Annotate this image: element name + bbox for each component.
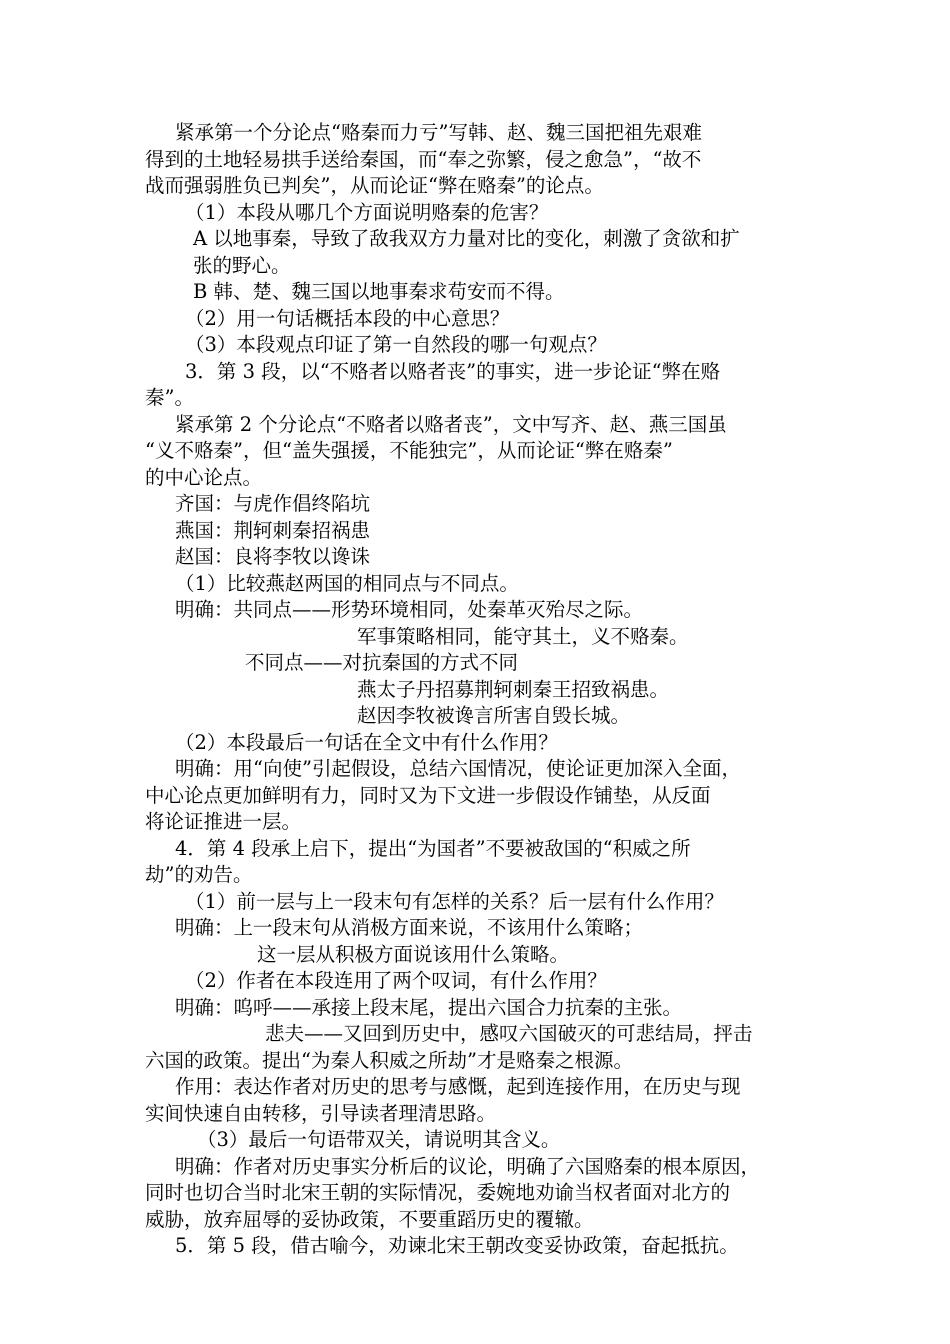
question-line: （2）用一句话概括本段的中心意思？: [185, 306, 510, 330]
answer-line: 威胁，放弃屈辱的妥协政策，不要重蹈历史的覆辙。: [145, 1207, 594, 1231]
answer-line: B 韩、楚、魏三国以地事秦求苟安而不得。: [193, 280, 565, 303]
answer-line: 明确：呜呼——承接上段末尾，提出六国合力抗秦的主张。: [175, 995, 683, 1019]
answer-line: 军事策略相同，能守其土，义不赂秦。: [357, 624, 689, 648]
question-line: （2）本段最后一句话在全文中有什么作用？: [175, 730, 558, 754]
question-line: （2）作者在本段连用了两个叹词，有什么作用？: [185, 969, 607, 992]
section-heading: 5．第 5 段，借古喻今，劝谏北宋王朝改变妥协政策，奋起抵抗。: [175, 1234, 739, 1257]
answer-line: 张的野心。: [193, 253, 291, 277]
question-line: （3）最后一句语带双关，请说明其含义。: [197, 1128, 561, 1151]
paragraph-line: 紧承第 2 个分论点“不赂者以赂者丧”，文中写齐、赵、燕三国虽: [175, 412, 727, 436]
document-body: [145, 120, 815, 1260]
answer-line: 明确：上一段末句从消极方面来说，不该用什么策略；: [175, 916, 644, 939]
answer-line: 同时也切合当时北宋王朝的实际情况，委婉地劝谕当权者面对北方的: [145, 1181, 731, 1204]
answer-line: 这一层从积极方面说该用什么策略。: [257, 942, 570, 966]
question-line: （1）前一层与上一段末句有怎样的关系？后一层有什么作用？: [185, 889, 724, 913]
list-item: 燕国：荆轲刺秦招祸患: [175, 518, 371, 542]
paragraph-line: “义不赂秦”，但“盖失强援，不能独完”，从而论证“弊在赂秦”: [145, 439, 673, 462]
question-line: （1）比较燕赵两国的相同点与不同点。: [175, 571, 519, 595]
list-item: 齐国：与虎作倡终陷坑: [175, 492, 371, 515]
list-item: 赵国：良将李牧以谗诛: [175, 545, 371, 568]
answer-line: A 以地事秦，导致了敌我双方力量对比的变化，刺激了贪欲和扩: [193, 227, 740, 250]
answer-line: 实间快速自由转移，引导读者理清思路。: [145, 1101, 497, 1125]
answer-line: 明确：作者对历史事实分析后的议论，明确了六国赂秦的根本原因，: [175, 1154, 761, 1178]
section-heading: 秦”。: [145, 386, 194, 409]
paragraph-line: 战而强弱胜负已判矣”，从而论证“弊在赂秦”的论点。: [145, 174, 604, 197]
answer-line: 燕太子丹招募荆轲刺秦王招致祸患。: [357, 677, 670, 701]
answer-line: 明确：共同点——形势环境相同，处秦革灭殆尽之际。: [175, 598, 644, 621]
section-heading: 劫”的劝告。: [145, 863, 253, 886]
answer-line: 作用：表达作者对历史的思考与感慨，起到连接作用，在历史与现: [175, 1075, 741, 1098]
question-line: （1）本段从哪几个方面说明赂秦的危害？: [185, 200, 549, 224]
answer-line: 赵因李牧被谗言所害自毁长城。: [357, 704, 631, 727]
answer-line: 悲夫——又回到历史中，感叹六国破灭的可悲结局，抨击: [265, 1022, 753, 1045]
question-line: （3）本段观点印证了第一自然段的哪一句观点？: [185, 333, 607, 356]
paragraph-line: 得到的土地轻易拱手送给秦国，而“奉之弥繁，侵之愈急”，“故不: [145, 147, 702, 171]
answer-line: 中心论点更加鲜明有力，同时又为下文进一步假设作铺垫，从反面: [145, 783, 711, 807]
section-heading: 3．第 3 段，以“不赂者以赂者丧”的事实，进一步论证“弊在赂: [185, 359, 721, 383]
paragraph-line: 紧承第一个分论点“赂秦而力亏”写韩、赵、魏三国把祖先艰难: [175, 121, 702, 144]
answer-line: 将论证推进一层。: [145, 810, 302, 833]
answer-line: 六国的政策。提出“为秦人积威之所劫”才是赂秦之根源。: [145, 1048, 633, 1072]
answer-line: 不同点——对抗秦国的方式不同: [245, 651, 519, 674]
section-heading: 4．第 4 段承上启下，提出“为国者”不要被敌国的“积威之所: [175, 836, 691, 860]
answer-line: 明确：用“向使”引起假设，总结六国情况，使论证更加深入全面，: [175, 757, 741, 780]
paragraph-line: 的中心论点。: [145, 465, 263, 489]
